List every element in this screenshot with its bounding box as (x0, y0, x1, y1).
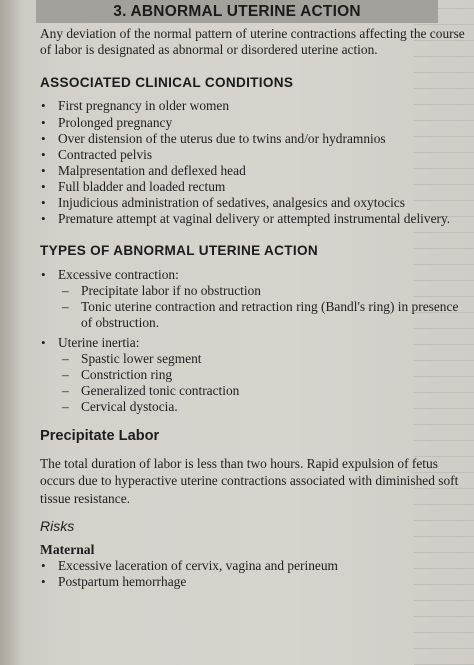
sub-list-item: – Precipitate labor if no obstruction (62, 283, 468, 299)
maternal-risks-list (40, 558, 468, 590)
sub-list-item: – Constriction ring (62, 367, 468, 383)
associated-conditions-list (40, 98, 468, 227)
list-item: • Injudicious administration of sedatives, analgesics and oxytocics (40, 195, 468, 211)
sub-list (40, 283, 468, 331)
group-label: Excessive contraction: (58, 267, 179, 283)
group-label: Uterine inertia: (58, 334, 140, 350)
page-gutter-shadow (0, 0, 22, 665)
associated-conditions-heading: ASSOCIATED CLINICAL CONDITIONS (40, 75, 294, 91)
list-item: • Malpresentation and deflexed head (40, 163, 468, 179)
list-item: • Postpartum hemorrhage (40, 574, 468, 590)
types-list (40, 267, 468, 415)
section-header-bar (36, 0, 438, 23)
list-item: • Over distension of the uterus due to twins and/or hydramnios (40, 131, 468, 147)
list-item: • Full bladder and loaded rectum (40, 179, 468, 195)
risks-label: Risks (40, 518, 75, 535)
sub-list-item: – Cervical dystocia. (62, 399, 468, 415)
sub-list-item: – Generalized tonic contraction (62, 383, 468, 399)
types-heading: TYPES OF ABNORMAL UTERINE ACTION (40, 243, 318, 259)
section-title: 3. ABNORMAL UTERINE ACTION (113, 2, 361, 20)
list-item: • First pregnancy in older women (40, 98, 468, 114)
list-item: • Prolonged pregnancy (40, 115, 468, 131)
sub-list (40, 351, 468, 415)
precipitate-labor-paragraph: The total duration of labor is less than two hours. Rapid expulsion of fetus occurs due to hyperactive uterine contractions associated with diminished soft tissue resistance. (40, 456, 459, 506)
list-item: • Excessive laceration of cervix, vagina and perineum (40, 558, 468, 574)
list-item (40, 267, 468, 331)
precipitate-labor-heading: Precipitate Labor (40, 428, 160, 444)
sub-list-item: – Tonic uterine contraction and retraction ring (Bandl's ring) in presence of obstruction. (62, 299, 468, 331)
intro-paragraph: Any deviation of the normal pattern of uterine contractions affecting the course of labor is designated as abnormal or disordered uterine action. (40, 26, 465, 58)
list-item (40, 335, 468, 415)
maternal-label: Maternal (40, 542, 95, 558)
list-item: • Contracted pelvis (40, 147, 468, 163)
list-item: • Premature attempt at vaginal delivery or attempted instrumental delivery. (40, 211, 468, 227)
page-content (40, 26, 468, 590)
sub-list-item: – Spastic lower segment (62, 351, 468, 367)
